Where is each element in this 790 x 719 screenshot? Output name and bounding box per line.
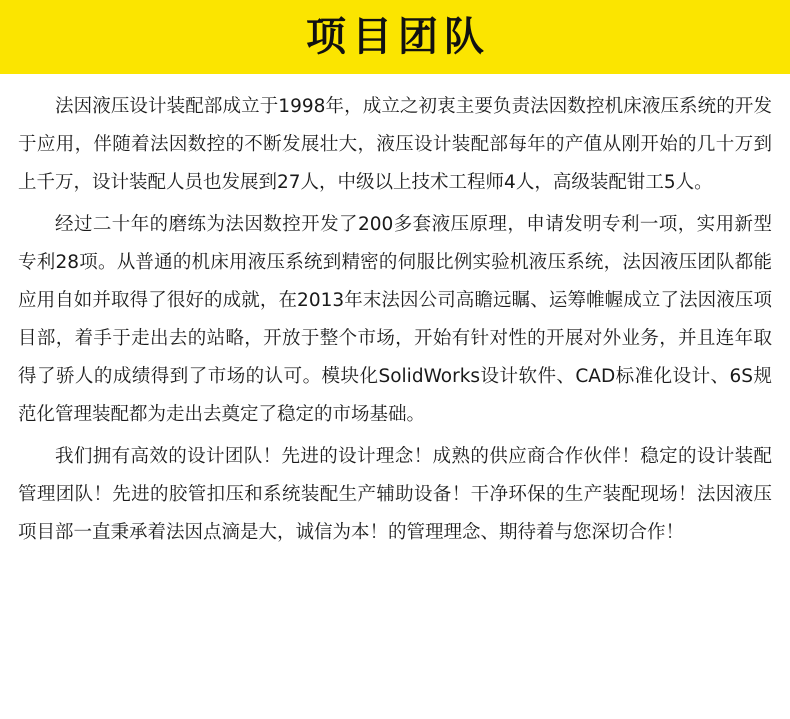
paragraph: 我们拥有高效的设计团队！先进的设计理念！成熟的供应商合作伙伴！稳定的设计装配管理团队！先进的胶管扣压和系统装配生产辅助设备！干净环保的生产装配现场！法因液压项目部一直秉承着法因点滴是大，诚信为本！的管理理念、期待着与您深切合作！ bbox=[18, 446, 772, 543]
document-body bbox=[0, 74, 790, 552]
paragraph: 法因液压设计装配部成立于1998年，成立之初衷主要负责法因数控机床液压系统的开发于应用，伴随着法因数控的不断发展壮大，液压设计装配部每年的产值从刚开始的几十万到上千万，设计装配人员也发展到27人，中级以上技术工程师4人，高级装配钳工5人。 bbox=[18, 96, 772, 193]
page-header-banner bbox=[0, 0, 790, 74]
page-title: 项目团队 bbox=[306, 14, 490, 60]
paragraph: 经过二十年的磨练为法因数控开发了200多套液压原理，申请发明专利一项，实用新型专利28项。从普通的机床用液压系统到精密的伺服比例实验机液压系统，法因液压团队都能应用自如并取得了很好的成就，在2013年末法因公司高瞻远瞩、运筹帷幄成立了法因液压项目部，着手于走出去的站略，开放于整个市场，开始有针对性的开展对外业务，并且连年取得了骄人的成绩得到了市场的认可。模块化SolidWorks设计软件、CAD标准化设计、6S规范化管理装配都为走出去奠定了稳定的市场基础。 bbox=[18, 214, 772, 425]
